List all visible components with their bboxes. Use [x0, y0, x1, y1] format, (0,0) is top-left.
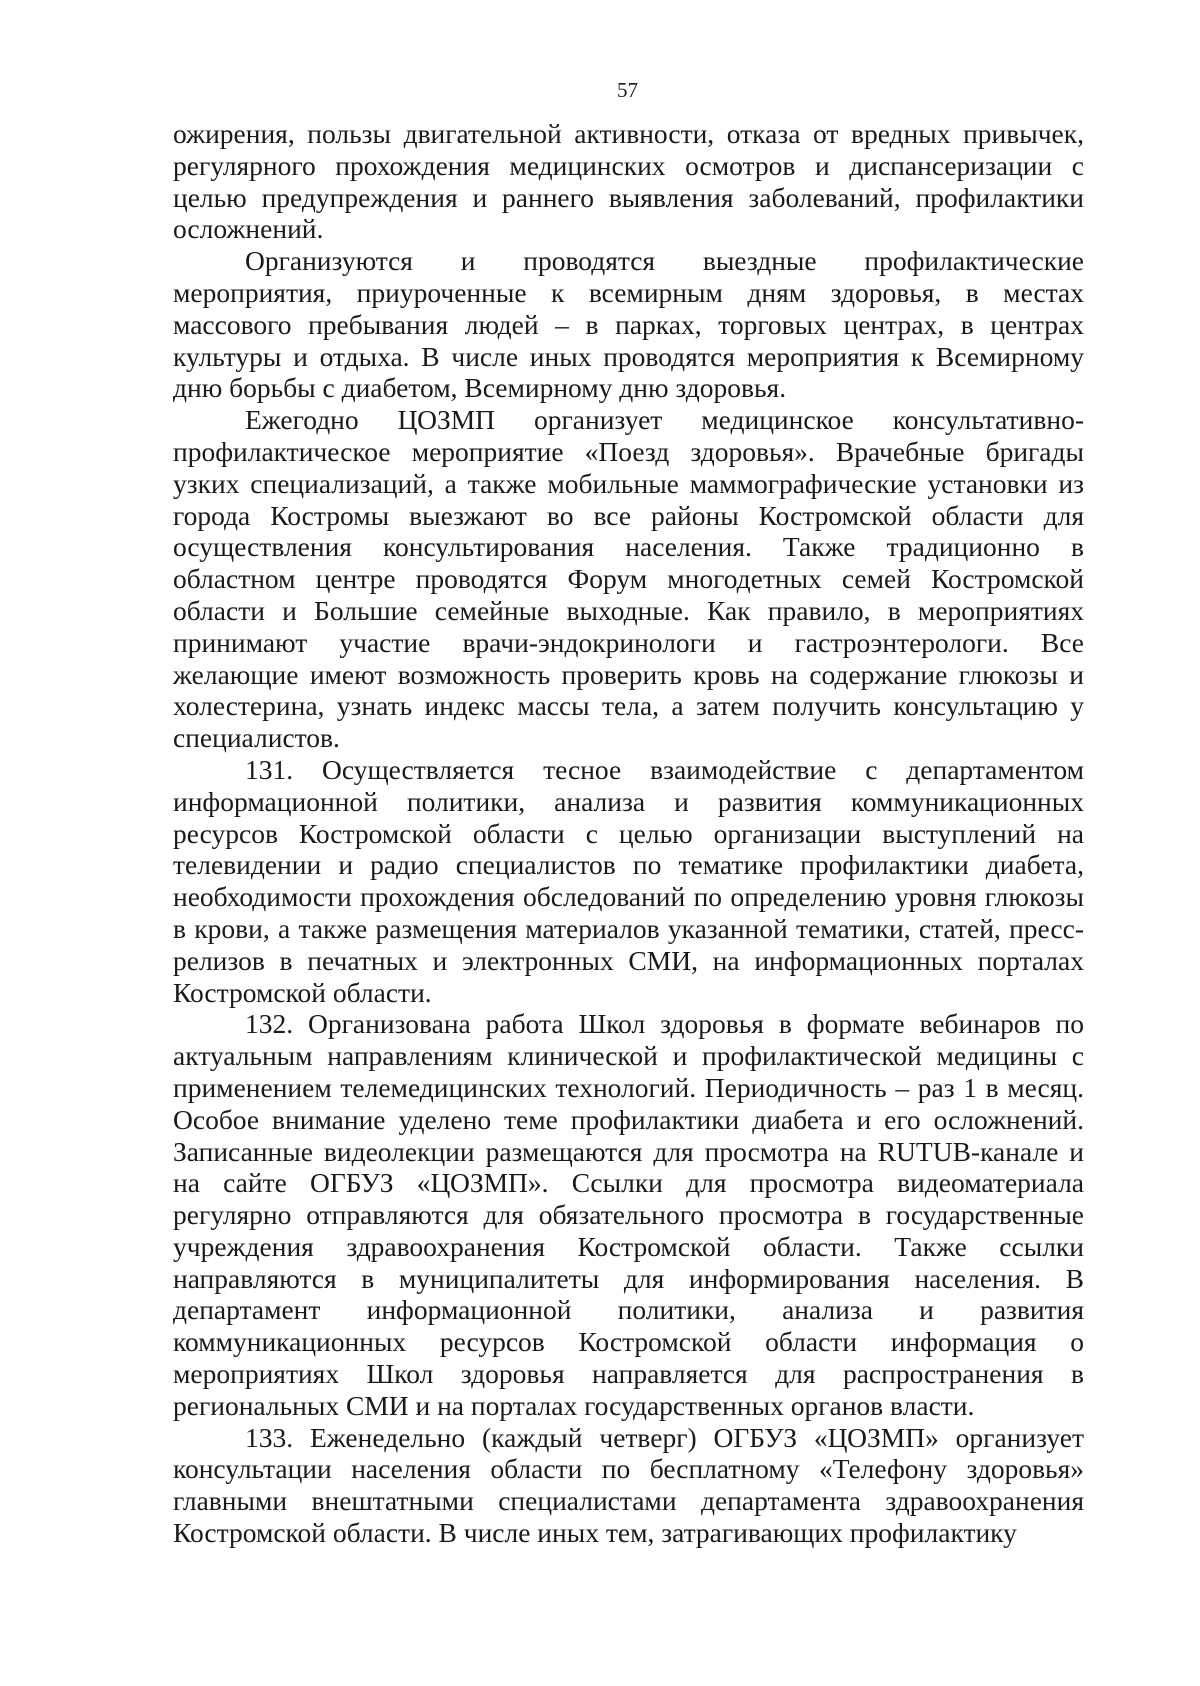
paragraph-item-132: 132. Организована работа Школ здоровья в формате вебинаров по актуальным направлениям клинической и профилактической медицины с применением телемедицинских технологий. Периодичность – раз 1 в месяц. Особое внимание уделено теме профилактики диабета и его осложнений. Записанные видеолекции размещаются для просмотра на RUTUB-канале и на сайте ОГБУЗ «ЦОЗМП». Ссылки для просмотра видеоматериала регулярно отправляются для обязательного просмотра в государственные учреждения здравоохранения Костромской области. Также ссылки направляются в муниципалитеты для информирования населения. В департамент информационной политики, анализа и развития коммуникационных ресурсов Костромской области информация о мероприятиях Школ здоровья направляется для распространения в региональных СМИ и на порталах государственных органов власти. [173, 1008, 1084, 1421]
page-number: 57 [617, 78, 638, 102]
paragraph-item-133: 133. Еженедельно (каждый четверг) ОГБУЗ «ЦОЗМП» организует консультации населения области по бесплатному «Телефону здоровья» главными внештатными специалистами департамента здравоохранения Костромской области. В числе иных тем, затрагивающих профилактику [173, 1421, 1084, 1549]
paragraph-health-train: Ежегодно ЦОЗМП организует медицинское консультативно-профилактическое мероприятие «Поезд здоровья». Врачебные бригады узких специализаций, а также мобильные маммографические установки из города Костромы выезжают во все районы Костромской области для осуществления консультирования населения. Также традиционно в областном центре проводятся Форум многодетных семей Костромской области и Большие семейные выходные. Как правило, в мероприятиях принимают участие врачи-эндокринологи и гастроэнтерологи. Все желающие имеют возможность проверить кровь на содержание глюкозы и холестерина, узнать индекс массы тела, а затем получить консультацию у специалистов. [173, 404, 1084, 754]
paragraph-item-131: 131. Осуществляется тесное взаимодействие с департаментом информационной политики, анализа и развития коммуникационных ресурсов Костромской области с целью организации выступлений на телевидении и радио специалистов по тематике профилактики диабета, необходимости прохождения обследований по определению уровня глюкозы в крови, а также размещения материалов указанной тематики, статей, пресс-релизов в печатных и электронных СМИ, на информационных порталах Костромской области. [173, 753, 1084, 1008]
document-body [173, 118, 1084, 1549]
paragraph-outreach-events: Организуются и проводятся выездные профилактические мероприятия, приуроченные к всемирным дням здоровья, в местах массового пребывания людей – в парках, торговых центрах, в центрах культуры и отдыха. В числе иных проводятся мероприятия к Всемирному дню борьбы с диабетом, Всемирному дню здоровья. [173, 245, 1084, 404]
paragraph-continuation: ожирения, пользы двигательной активности, отказа от вредных привычек, регулярного прохождения медицинских осмотров и диспансеризации с целью предупреждения и раннего выявления заболеваний, профилактики осложнений. [173, 118, 1084, 245]
